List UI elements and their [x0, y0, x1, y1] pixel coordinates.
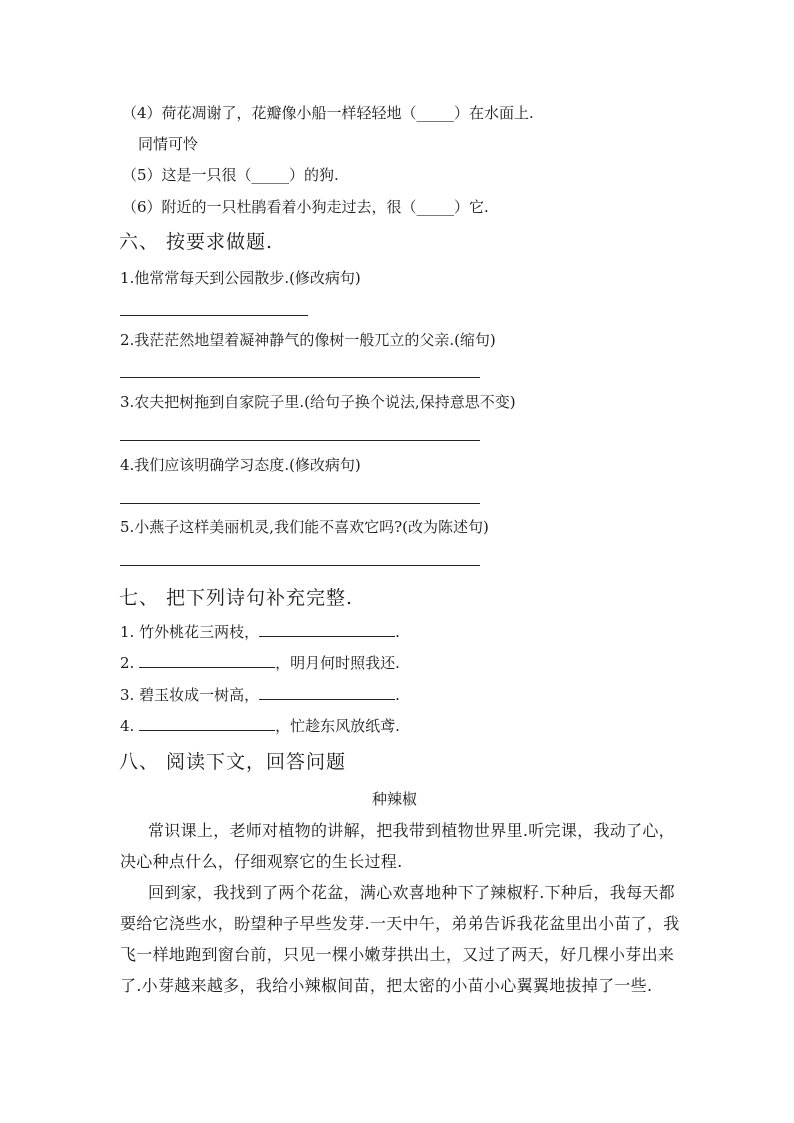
poem-item-1-end: .: [395, 623, 400, 641]
poem-item-3-given: 碧玉妆成一树高，: [139, 686, 260, 704]
poem-item-1: [120, 622, 400, 642]
poem-item-3: [120, 685, 400, 705]
section-six-heading: 六、 按要求做题.: [119, 231, 274, 253]
poem-item-3-end: .: [395, 686, 400, 704]
question-6-text-after: ）它.: [454, 198, 489, 216]
passage-line-1: 常识课上，老师对植物的讲解，把我带到植物世界里.听完课，我动了心，: [148, 821, 675, 840]
fill-blank-question-6: [122, 197, 489, 217]
task-item-3: 3.农夫把树拖到自家院子里.(给句子换个说法,保持意思不变): [120, 393, 516, 411]
question-4-text-after: ）在水面上.: [454, 104, 534, 122]
fill-blank-question-5: [122, 165, 339, 185]
poem-item-2-number: 2.: [120, 654, 135, 672]
passage-line-6: 了.小芽越来越多，我给小辣椒间苗，把太密的小苗小心翼翼地拔掉了一些.: [120, 976, 653, 995]
question-4-blank: _____: [416, 104, 455, 122]
passage-line-4: 要给它浇些水，盼望种子早些发芽.一天中午，弟弟告诉我花盆里出小苗了，我: [120, 914, 680, 933]
question-5-text-before: （5）这是一只很（: [122, 166, 252, 184]
task-item-4: 4.我们应该明确学习态度.(修改病句): [120, 456, 361, 474]
answer-line-5[interactable]: [120, 565, 480, 566]
passage-line-3: 回到家，我找到了两个花盆，满心欢喜地种下了辣椒籽.下种后，我每天都: [148, 883, 675, 902]
task-item-2: 2.我茫茫然地望着凝神静气的像树一般兀立的父亲.(缩句): [120, 331, 496, 349]
poem-item-2: [120, 653, 400, 673]
question-4-text-before: （4）荷花凋谢了，花瓣像小船一样轻轻地（: [122, 104, 417, 122]
poem-item-3-blank[interactable]: [259, 685, 395, 700]
section-eight-heading: 八、 阅读下文，回答问题: [119, 751, 347, 773]
poem-item-1-given: 竹外桃花三两枝，: [139, 623, 260, 641]
question-6-blank: _____: [416, 198, 455, 216]
poem-item-3-number: 3.: [120, 686, 135, 704]
answer-line-3[interactable]: [120, 440, 480, 441]
passage-line-2: 决心种点什么，仔细观察它的生长过程.: [120, 852, 403, 871]
poem-item-4-blank[interactable]: [139, 716, 275, 731]
poem-item-1-blank[interactable]: [259, 622, 395, 637]
question-6-text-before: （6）附近的一只杜鹃看着小狗走过去，很（: [122, 198, 417, 216]
task-item-1: 1.他常常每天到公园散步.(修改病句): [120, 269, 361, 287]
question-5-blank: _____: [251, 166, 290, 184]
answer-line-4[interactable]: [120, 503, 480, 504]
answer-line-1[interactable]: [120, 315, 308, 316]
word-group-label: 同情可怜: [138, 135, 199, 153]
fill-blank-question-4: [122, 103, 534, 123]
section-seven-heading: 七、 把下列诗句补充完整.: [119, 587, 354, 609]
answer-line-2[interactable]: [120, 377, 480, 378]
task-item-5: 5.小燕子这样美丽机灵,我们能不喜欢它吗?(改为陈述句): [120, 518, 489, 536]
poem-item-1-number: 1.: [120, 623, 135, 641]
question-5-text-after: ）的狗.: [289, 166, 339, 184]
poem-item-4: [120, 716, 400, 736]
passage-line-5: 飞一样地跑到窗台前，只见一棵小嫩芽拱出土，又过了两天，好几棵小芽出来: [120, 945, 675, 964]
passage-title: 种辣椒: [372, 790, 418, 808]
poem-item-4-number: 4.: [120, 717, 135, 735]
poem-item-2-blank[interactable]: [139, 653, 275, 668]
poem-item-2-given: ，明月何时照我还.: [275, 654, 400, 672]
poem-item-4-given: ，忙趁东风放纸鸢.: [275, 717, 400, 735]
